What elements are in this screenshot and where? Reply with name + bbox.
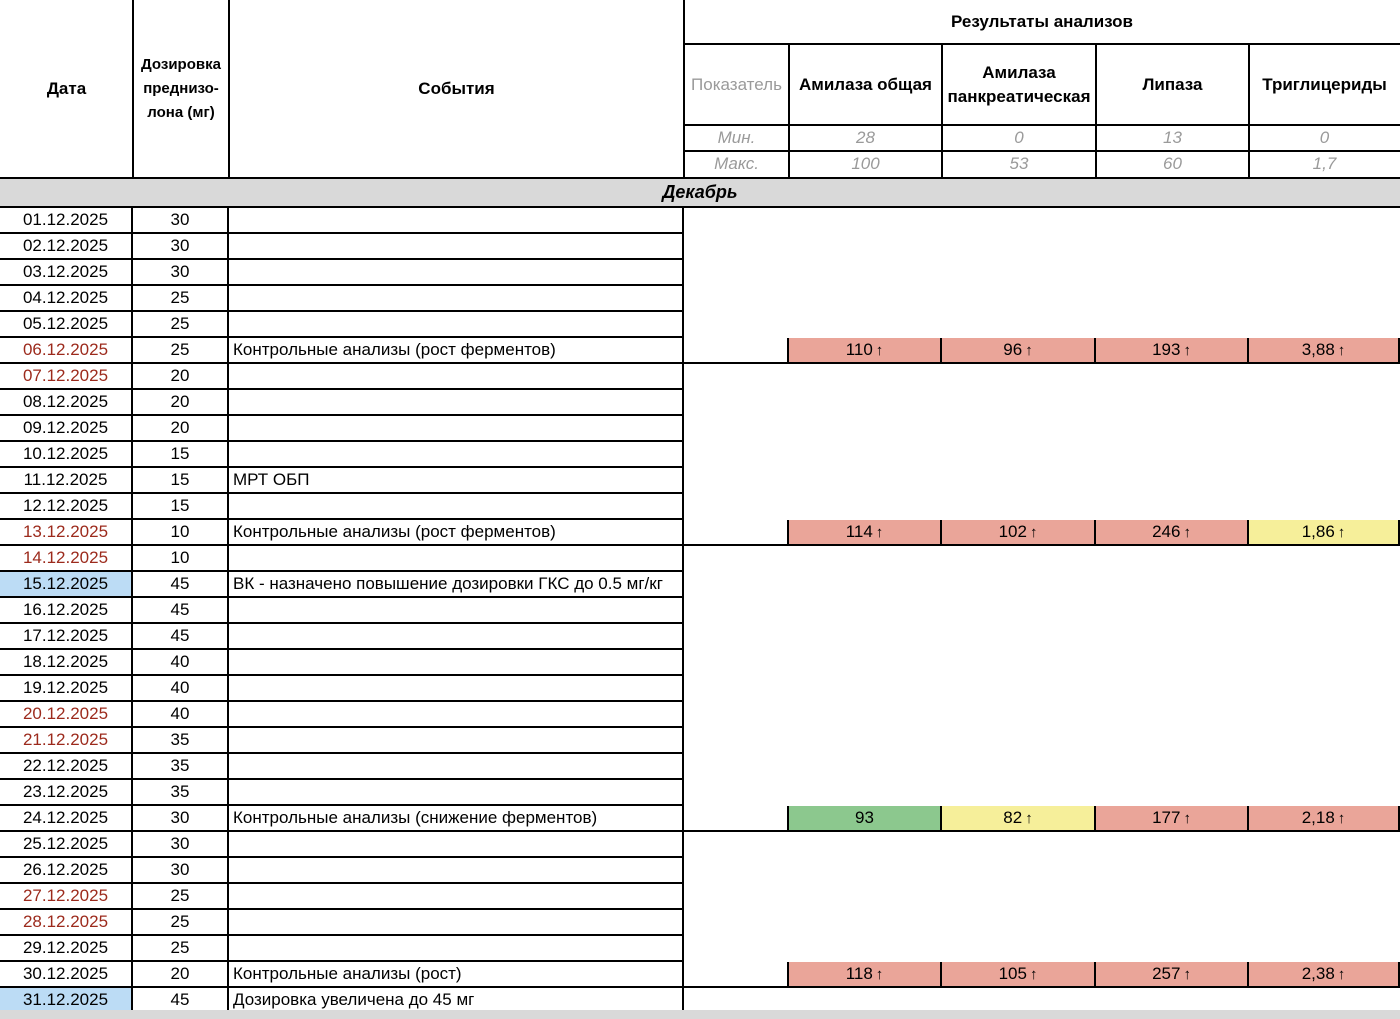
month-band[interactable]: Декабрь	[0, 177, 1400, 208]
dose-cell[interactable]: 30	[133, 208, 229, 234]
result-value: 193	[1152, 340, 1181, 359]
dose-cell[interactable]: 15	[133, 494, 229, 520]
date-cell[interactable]: 10.12.2025	[0, 442, 133, 468]
table-row	[0, 728, 1400, 754]
dose-cell[interactable]: 25	[133, 338, 229, 364]
table-row	[0, 416, 1400, 442]
header-indicator[interactable]: Показатель	[691, 74, 782, 94]
date-cell[interactable]: 19.12.2025	[0, 676, 133, 702]
header-events[interactable]: События	[418, 78, 495, 98]
arrow-up-icon: ↑	[1025, 341, 1033, 359]
event-cell[interactable]	[229, 754, 684, 780]
date-cell[interactable]: 05.12.2025	[0, 312, 133, 338]
table-row	[0, 780, 1400, 806]
result-cell[interactable]	[789, 962, 942, 988]
max-label[interactable]: Макс.	[714, 154, 759, 173]
event-cell[interactable]: ВК - назначено повышение дозировки ГКС до 0.5 мг/кг	[229, 572, 684, 598]
header-dose-line-2: преднизо-	[143, 79, 219, 97]
header-dose[interactable]	[133, 0, 229, 177]
date-cell[interactable]: 18.12.2025	[0, 650, 133, 676]
result-cell[interactable]	[1096, 806, 1249, 832]
date-cell[interactable]: 03.12.2025	[0, 260, 133, 286]
arrow-up-icon: ↑	[875, 523, 884, 541]
arrow-up-icon: ↑	[875, 965, 884, 983]
event-cell[interactable]	[229, 598, 684, 624]
table-row	[0, 832, 1400, 858]
event-cell[interactable]: Контрольные анализы (рост ферментов)	[229, 520, 684, 546]
table-row	[0, 364, 1400, 390]
indicator-cell[interactable]	[684, 520, 789, 546]
dose-cell[interactable]: 45	[133, 988, 229, 1014]
result-cell[interactable]	[1096, 338, 1249, 364]
min-label[interactable]: Мин.	[717, 128, 756, 147]
result-cell[interactable]	[942, 338, 1096, 364]
table-row	[0, 624, 1400, 650]
arrow-up-icon: ↑	[1029, 523, 1038, 541]
result-cell[interactable]	[789, 338, 942, 364]
result-value: 82	[1003, 808, 1023, 827]
table-row	[0, 650, 1400, 676]
grid-line	[228, 0, 230, 177]
dose-cell[interactable]: 40	[133, 702, 229, 728]
table-row	[0, 234, 1400, 260]
dose-cell[interactable]: 30	[133, 858, 229, 884]
dose-cell[interactable]: 30	[133, 832, 229, 858]
header-results[interactable]: Результаты анализов	[950, 12, 1134, 31]
date-cell[interactable]: 01.12.2025	[0, 208, 133, 234]
event-cell[interactable]	[229, 546, 684, 572]
table-row	[0, 806, 1400, 832]
header-amylase-pancreatic[interactable]: Амилаза панкреатическая	[947, 62, 1091, 106]
table-row	[0, 468, 1400, 494]
dose-cell[interactable]: 25	[133, 286, 229, 312]
event-cell[interactable]	[229, 936, 684, 962]
table-row	[0, 702, 1400, 728]
event-cell[interactable]	[229, 286, 684, 312]
event-cell[interactable]	[229, 624, 684, 650]
dose-cell[interactable]: 15	[133, 468, 229, 494]
dose-cell[interactable]: 10	[133, 520, 229, 546]
grid-line	[941, 44, 943, 177]
dose-cell[interactable]: 25	[133, 312, 229, 338]
dose-cell[interactable]: 35	[133, 780, 229, 806]
grid-line	[1095, 44, 1097, 177]
event-cell[interactable]	[229, 442, 684, 468]
event-cell[interactable]	[229, 416, 684, 442]
result-cell[interactable]	[942, 962, 1096, 988]
arrow-up-icon: ↑	[1183, 809, 1191, 827]
result-value: 177	[1152, 808, 1181, 827]
dose-cell[interactable]: 20	[133, 364, 229, 390]
dose-cell[interactable]: 35	[133, 728, 229, 754]
date-cell[interactable]: 09.12.2025	[0, 416, 133, 442]
table-row	[0, 494, 1400, 520]
date-cell[interactable]: 21.12.2025	[0, 728, 133, 754]
table-row	[0, 312, 1400, 338]
dose-cell[interactable]: 45	[133, 572, 229, 598]
arrow-up-icon: ↑	[1337, 523, 1346, 541]
result-cell[interactable]	[1249, 962, 1400, 988]
table-row	[0, 676, 1400, 702]
date-cell[interactable]: 04.12.2025	[0, 286, 133, 312]
result-value: 118	[845, 964, 873, 983]
min-triglycerides[interactable]: 0	[1319, 128, 1330, 147]
event-cell[interactable]: Контрольные анализы (снижение ферментов)	[229, 806, 684, 832]
date-cell[interactable]: 23.12.2025	[0, 780, 133, 806]
table-row	[0, 598, 1400, 624]
table-row	[0, 572, 1400, 598]
table-row	[0, 442, 1400, 468]
table-row	[0, 520, 1400, 546]
dose-cell[interactable]: 30	[133, 234, 229, 260]
date-cell[interactable]: 20.12.2025	[0, 702, 133, 728]
arrow-up-icon: ↑	[1337, 809, 1346, 827]
min-amylase-pancreatic[interactable]: 0	[1014, 128, 1024, 147]
date-cell[interactable]: 15.12.2025	[0, 572, 133, 598]
dose-cell[interactable]: 10	[133, 546, 229, 572]
event-cell[interactable]	[229, 884, 684, 910]
event-cell[interactable]	[229, 234, 684, 260]
event-cell[interactable]	[229, 702, 684, 728]
date-cell[interactable]: 24.12.2025	[0, 806, 133, 832]
header-triglycerides[interactable]: Триглицериды	[1262, 74, 1387, 94]
dose-cell[interactable]: 40	[133, 650, 229, 676]
table-row	[0, 910, 1400, 936]
indicator-cell[interactable]	[684, 962, 789, 988]
date-cell[interactable]: 17.12.2025	[0, 624, 133, 650]
event-cell[interactable]: МРТ ОБП	[229, 468, 684, 494]
date-cell[interactable]: 16.12.2025	[0, 598, 133, 624]
dose-cell[interactable]: 35	[133, 754, 229, 780]
header-date[interactable]: Дата	[46, 78, 87, 98]
dose-cell[interactable]: 20	[133, 390, 229, 416]
event-cell[interactable]	[229, 676, 684, 702]
event-cell[interactable]: Контрольные анализы (рост)	[229, 962, 684, 988]
grid-line	[788, 44, 790, 177]
date-cell[interactable]: 25.12.2025	[0, 832, 133, 858]
dose-cell[interactable]: 45	[133, 598, 229, 624]
grid-line	[132, 0, 134, 177]
result-value: 257	[1152, 964, 1181, 983]
header-lipase[interactable]: Липаза	[1142, 74, 1203, 94]
result-value: 96	[1003, 340, 1023, 359]
min-lipase[interactable]: 13	[1163, 128, 1182, 147]
bottom-strip	[0, 1010, 1400, 1019]
dose-cell[interactable]: 25	[133, 884, 229, 910]
arrow-up-icon: ↑	[1029, 965, 1038, 983]
arrow-up-icon: ↑	[1337, 341, 1346, 359]
table-row	[0, 936, 1400, 962]
grid-line	[684, 150, 1400, 152]
date-cell[interactable]: 11.12.2025	[0, 468, 133, 494]
event-cell[interactable]	[229, 260, 684, 286]
result-cell[interactable]	[1249, 520, 1400, 546]
header-dose-line-3: лона (мг)	[147, 103, 215, 121]
dose-cell[interactable]: 20	[133, 416, 229, 442]
date-cell[interactable]: 28.12.2025	[0, 910, 133, 936]
dose-cell[interactable]: 30	[133, 806, 229, 832]
result-value: 2,38	[1301, 964, 1335, 983]
event-cell[interactable]: Дозировка увеличена до 45 мг	[229, 988, 684, 1014]
indicator-cell[interactable]	[684, 806, 789, 832]
result-value: 2,18	[1301, 808, 1335, 827]
result-value: 3,88	[1301, 340, 1335, 359]
table-row	[0, 546, 1400, 572]
table-row	[0, 338, 1400, 364]
date-cell[interactable]: 14.12.2025	[0, 546, 133, 572]
arrow-up-icon: ↑	[1183, 523, 1191, 541]
event-cell[interactable]: Контрольные анализы (рост ферментов)	[229, 338, 684, 364]
event-cell[interactable]	[229, 208, 684, 234]
max-amylase-total[interactable]: 100	[851, 154, 880, 173]
result-value: 1,86	[1301, 522, 1335, 541]
result-cell[interactable]	[942, 806, 1096, 832]
event-cell[interactable]	[229, 858, 684, 884]
result-value: 105	[998, 964, 1027, 983]
result-cell[interactable]	[942, 520, 1096, 546]
result-cell[interactable]	[1096, 962, 1249, 988]
date-cell[interactable]: 31.12.2025	[0, 988, 133, 1014]
table-row	[0, 260, 1400, 286]
date-cell[interactable]: 08.12.2025	[0, 390, 133, 416]
arrow-up-icon: ↑	[875, 341, 884, 359]
arrow-up-icon: ↑	[1183, 341, 1191, 359]
max-triglycerides[interactable]: 1,7	[1312, 154, 1337, 173]
header-amylase-total[interactable]: Амилаза общая	[799, 74, 932, 94]
result-cell[interactable]	[789, 806, 942, 832]
result-cell[interactable]	[1096, 520, 1249, 546]
result-cell[interactable]	[789, 520, 942, 546]
max-amylase-pancreatic[interactable]: 53	[1009, 154, 1029, 173]
event-cell[interactable]	[229, 312, 684, 338]
table-row	[0, 962, 1400, 988]
table-row	[0, 286, 1400, 312]
event-cell[interactable]	[229, 728, 684, 754]
dose-cell[interactable]: 30	[133, 260, 229, 286]
result-value: 93	[855, 808, 874, 827]
header-dose-line-1: Дозировка	[141, 55, 221, 73]
result-value: 114	[845, 522, 873, 541]
date-cell[interactable]: 30.12.2025	[0, 962, 133, 988]
event-cell[interactable]	[229, 832, 684, 858]
dose-cell[interactable]: 20	[133, 962, 229, 988]
grid-line	[684, 43, 1400, 45]
result-value: 110	[845, 340, 873, 359]
arrow-up-icon: ↑	[1183, 965, 1191, 983]
event-cell[interactable]	[229, 364, 684, 390]
dose-cell[interactable]: 25	[133, 936, 229, 962]
event-cell[interactable]	[229, 910, 684, 936]
event-cell[interactable]	[229, 494, 684, 520]
grid-line	[1248, 44, 1250, 177]
result-value: 102	[998, 522, 1027, 541]
table-row	[0, 858, 1400, 884]
arrow-up-icon: ↑	[1337, 965, 1346, 983]
table-row	[0, 884, 1400, 910]
result-cell[interactable]	[1249, 338, 1400, 364]
date-cell[interactable]: 22.12.2025	[0, 754, 133, 780]
arrow-up-icon: ↑	[1025, 809, 1033, 827]
max-lipase[interactable]: 60	[1163, 154, 1182, 173]
table-row	[0, 208, 1400, 234]
event-cell[interactable]	[229, 390, 684, 416]
dose-cell[interactable]: 40	[133, 676, 229, 702]
date-cell[interactable]: 06.12.2025	[0, 338, 133, 364]
dose-cell[interactable]: 25	[133, 910, 229, 936]
table-row	[0, 754, 1400, 780]
table-row	[0, 390, 1400, 416]
result-cell[interactable]	[1249, 806, 1400, 832]
date-cell[interactable]: 29.12.2025	[0, 936, 133, 962]
indicator-cell[interactable]	[684, 338, 789, 364]
event-cell[interactable]	[229, 780, 684, 806]
date-cell[interactable]: 02.12.2025	[0, 234, 133, 260]
date-cell[interactable]: 12.12.2025	[0, 494, 133, 520]
event-cell[interactable]	[229, 650, 684, 676]
date-cell[interactable]: 26.12.2025	[0, 858, 133, 884]
date-cell[interactable]: 13.12.2025	[0, 520, 133, 546]
dose-cell[interactable]: 45	[133, 624, 229, 650]
grid-line	[684, 124, 1400, 126]
min-amylase-total[interactable]: 28	[856, 128, 875, 147]
dose-cell[interactable]: 15	[133, 442, 229, 468]
date-cell[interactable]: 07.12.2025	[0, 364, 133, 390]
result-value: 246	[1152, 522, 1181, 541]
date-cell[interactable]: 27.12.2025	[0, 884, 133, 910]
